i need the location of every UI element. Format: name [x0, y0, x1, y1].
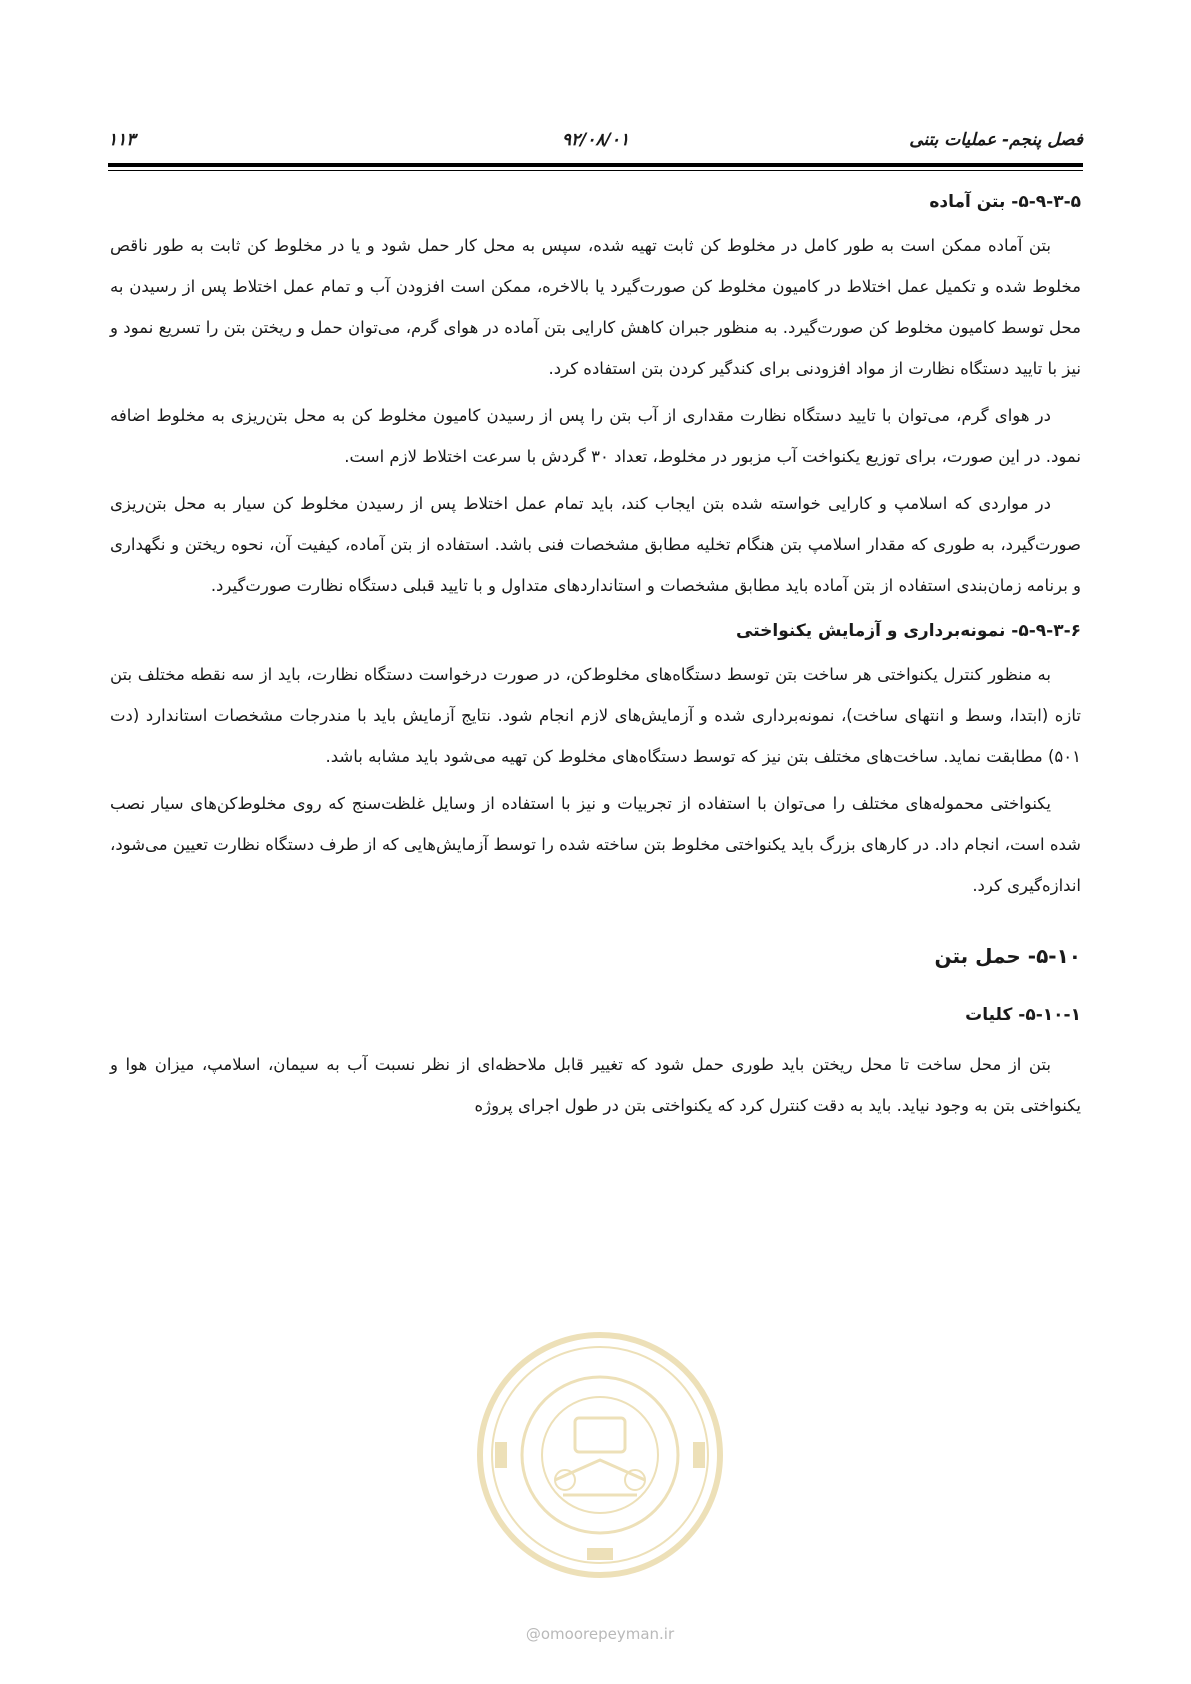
section-heading-general: ۵-۱۰-۱- کلیات — [965, 1005, 1081, 1025]
section-heading-sampling: ۵-۹-۳-۶- نمونه‌برداری و آزمایش یکنواختی — [736, 621, 1081, 641]
page-content — [110, 185, 1081, 1132]
document-code: ۹۲/۰۸/۰۱ — [561, 130, 630, 150]
paragraph: در مواردی که اسلامپ و کارایی خواسته شده بتن ایجاب کند، باید تمام عمل اختلاط پس از رسیدن مخلوط کن سیار به محل بتن‌ریزی صورت‌گیرد، به طوری که مقدار اسلامپ بتن هنگام تخلیه مطابق مشخصات فنی باشد. استفاده از بتن آماده، کیفیت آن، نحوه ریختن و نگهداری و برنامه زمان‌بندی استفاده از بتن آماده باید مطابق مشخصات و استانداردهای متداول و با تایید قبلی دستگاه نظارت صورت‌گیرد. — [110, 494, 1081, 595]
watermark-seal — [475, 1330, 725, 1580]
paragraph: یکنواختی محموله‌های مختلف را می‌توان با استفاده از تجربیات و نیز با استفاده از وسایل غلظت‌سنج که روی مخلوط‌کن‌های سیار نصب شده است، انجام داد. در کارهای بزرگ باید یکنواختی مخلوط بتن ساخته شده را توسط آزمایش‌هایی که از طرف دستگاه نظارت تعیین می‌شود، اندازه‌گیری کرد. — [110, 794, 1081, 895]
paragraph: بتن آماده ممکن است به طور کامل در مخلوط کن ثابت تهیه شده، سپس به محل کار حمل شود و یا در مخلوط کن ثابت به طور ناقص مخلوط شده و تکمیل عمل اختلاط در کامیون مخلوط کن صورت‌گیرد یا بالاخره، ممکن است افزودن آب و تمام عمل اختلاط پس از رسیدن به محل توسط کامیون مخلوط کن صورت‌گیرد. به منظور جبران کاهش کارایی بتن آماده در هوای گرم، می‌توان حمل و ریختن بتن را تسریع نمود و نیز با تایید دستگاه نظارت از مواد افزودنی برای کندگیر کردن بتن استفاده کرد. — [110, 236, 1081, 378]
paragraph: بتن از محل ساخت تا محل ریختن باید طوری حمل شود که تغییر قابل ملاحظه‌ای از نظر نسبت آب به سیمان، اسلامپ، میزان هوا و یکنواختی بتن به وجود نیاید. باید به دقت کنترل کرد که یکنواختی بتن در طول اجرای پروژه — [110, 1055, 1081, 1115]
watermark-site-url: @omoorepeyman.ir — [525, 1625, 675, 1643]
section-heading-transport: ۵-۱۰- حمل بتن — [934, 944, 1081, 968]
section-heading-ready-mix: ۵-۹-۳-۵- بتن آماده — [929, 192, 1081, 212]
page-number: ۱۱۳ — [108, 130, 136, 150]
paragraph: به منظور کنترل یکنواختی هر ساخت بتن توسط دستگاه‌های مخلوط‌کن، در صورت درخواست دستگاه نظارت، باید از سه نقطه مختلف بتن تازه (ابتدا، وسط و انتهای ساخت)، نمونه‌برداری شده و آزمایش‌های لازم انجام شود. نتایج آزمایش باید با مندرجات مشخصات استاندارد (دت ۵۰۱) مطابقت نماید. ساخت‌های مختلف بتن نیز که توسط دستگاه‌های مخلوط کن تهیه می‌شود باید مشابه باشد. — [110, 665, 1081, 766]
paragraph: در هوای گرم، می‌توان با تایید دستگاه نظارت مقداری از آب بتن را پس از رسیدن کامیون مخلوط کن به محل بتن‌ریزی به مخلوط اضافه نمود. در این صورت، برای توزیع یکنواخت آب مزبور در مخلوط، تعداد ۳۰ گردش با سرعت اختلاط لازم است. — [110, 406, 1081, 466]
header-rule-thick — [108, 163, 1083, 167]
chapter-title: فصل پنجم- عملیات بتنی — [909, 130, 1083, 150]
page-header — [108, 130, 1083, 160]
header-rule-thin — [108, 170, 1083, 171]
